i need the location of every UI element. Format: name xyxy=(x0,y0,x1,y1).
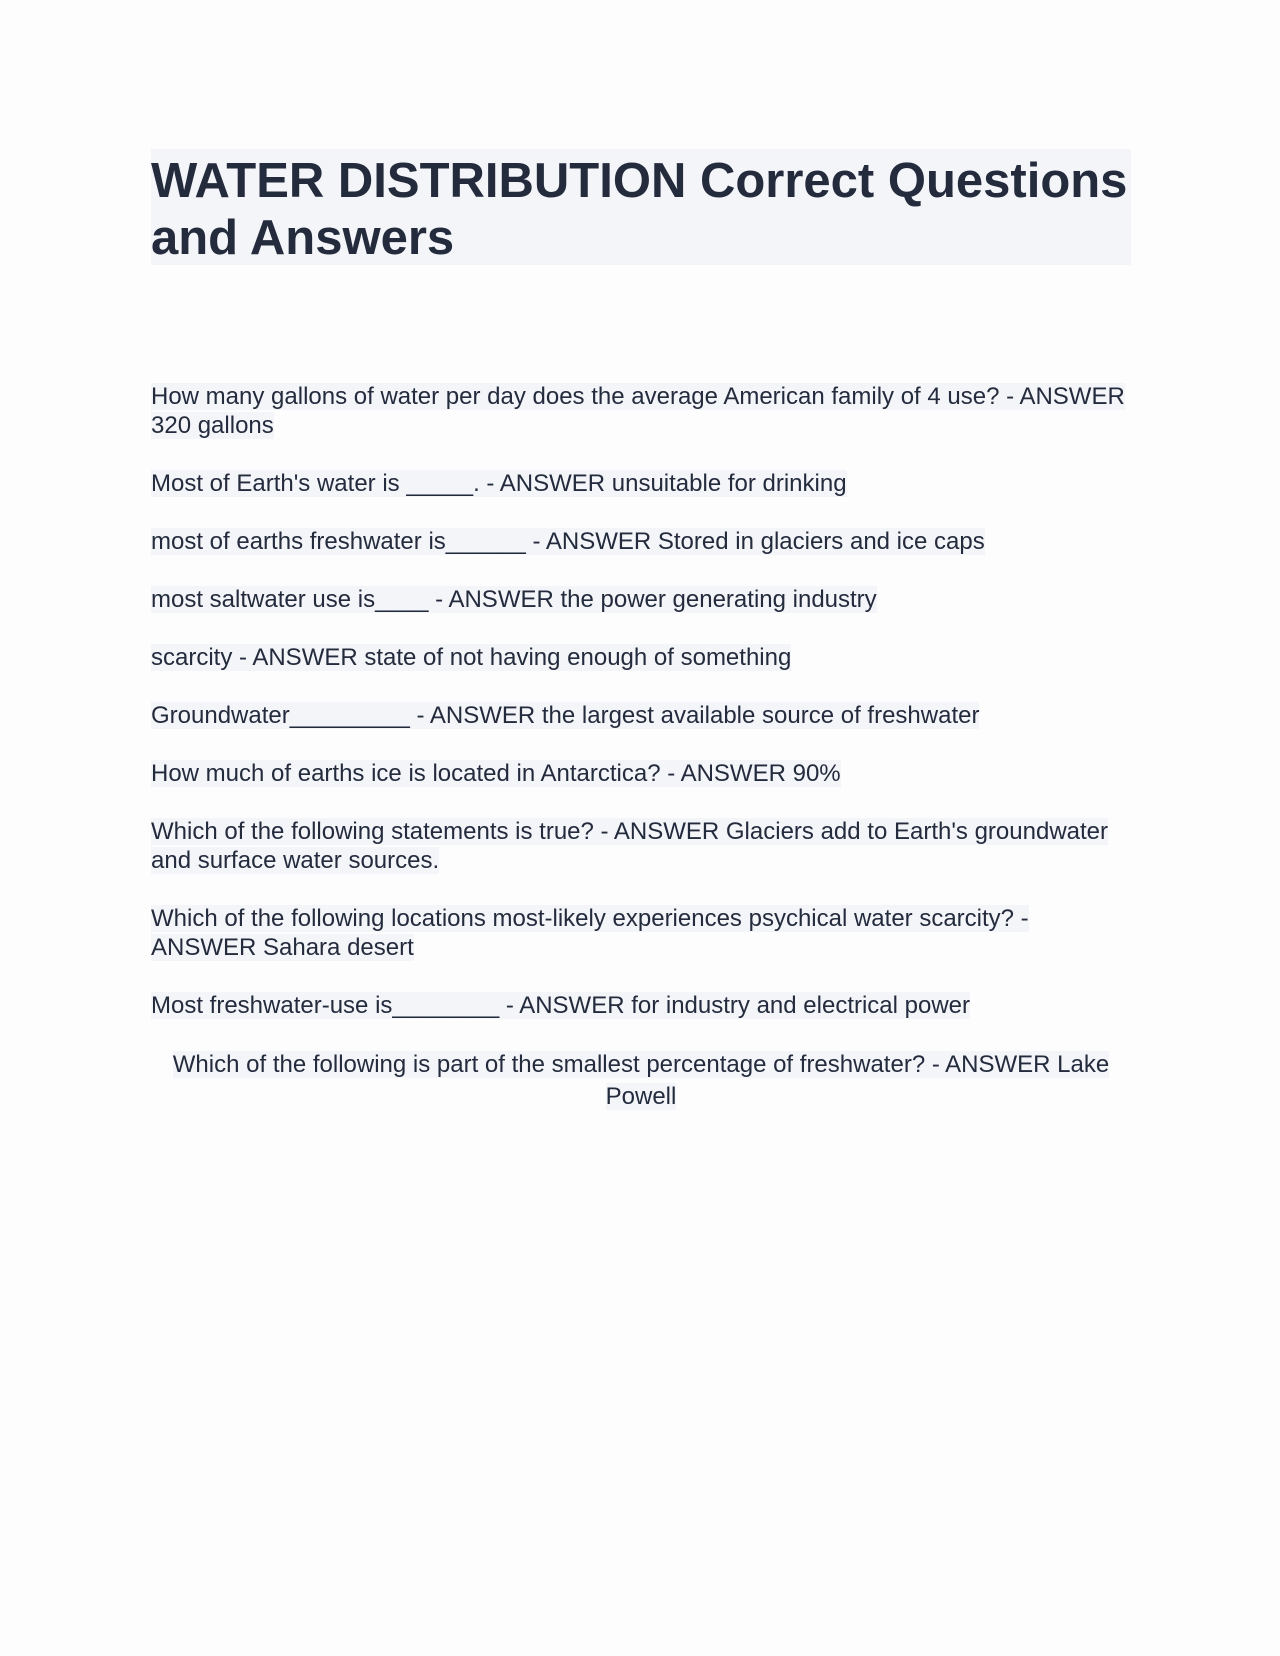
qa-item xyxy=(151,382,1131,440)
qa-text: most saltwater use is____ - ANSWER the power generating industry xyxy=(151,586,877,613)
qa-text: How much of earths ice is located in Antarctica? - ANSWER 90% xyxy=(151,760,841,787)
qa-text: Most of Earth's water is _____. - ANSWER unsuitable for drinking xyxy=(151,470,847,497)
qa-text: most of earths freshwater is______ - ANSWER Stored in glaciers and ice caps xyxy=(151,528,985,555)
qa-item xyxy=(151,817,1131,875)
qa-item xyxy=(151,643,1131,672)
qa-item xyxy=(151,585,1131,614)
qa-text: Groundwater_________ - ANSWER the largest available source of freshwater xyxy=(151,702,980,729)
page-title: WATER DISTRIBUTION Correct Questions and Answers xyxy=(151,154,1128,265)
qa-item-centered xyxy=(151,1049,1131,1113)
qa-text: scarcity - ANSWER state of not having enough of something xyxy=(151,644,792,671)
qa-text: Which of the following is part of the smallest percentage of freshwater? - ANSWER Lake Powell xyxy=(172,1051,1110,1110)
qa-item xyxy=(151,904,1131,962)
qa-item xyxy=(151,469,1131,498)
qa-item xyxy=(151,701,1131,730)
qa-text: Which of the following statements is true? - ANSWER Glaciers add to Earth's groundwater and surface water sources. xyxy=(151,818,1108,874)
qa-text: How many gallons of water per day does the average American family of 4 use? - ANSWER 320 gallons xyxy=(151,383,1125,439)
qa-item xyxy=(151,527,1131,556)
title-block xyxy=(151,149,1131,265)
qa-text: Most freshwater-use is________ - ANSWER for industry and electrical power xyxy=(151,992,971,1019)
qa-item xyxy=(151,991,1131,1020)
qa-text: Which of the following locations most-likely experiences psychical water scarcity? - ANSWER Sahara desert xyxy=(151,905,1029,961)
qa-item xyxy=(151,759,1131,788)
qa-list xyxy=(151,382,1131,1142)
